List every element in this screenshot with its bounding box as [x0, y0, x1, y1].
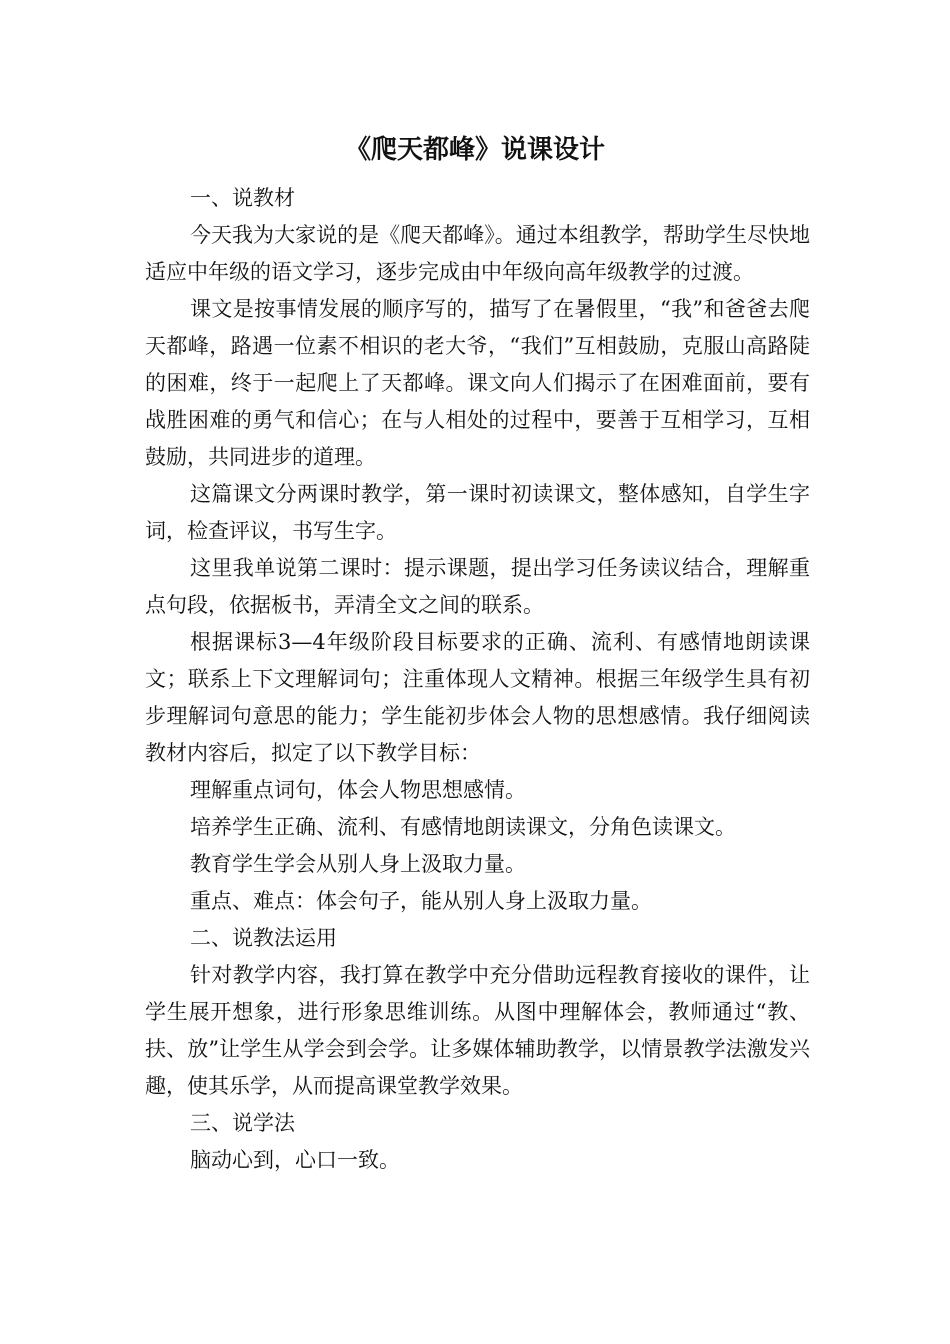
- paragraph: 根据课标3—4年级阶段目标要求的正确、流利、有感情地朗读课文；联系上下文理解词句；注重体现人文精神。根据三年级学生具有初步理解词句意思的能力；学生能初步体会人物的思想感情。我仔细阅读教材内容后，拟定了以下教学目标：: [145, 630, 810, 765]
- goal-item: 培养学生正确、流利、有感情地朗读课文，分角色读课文。: [190, 815, 736, 839]
- section-heading-3: 三、说学法: [190, 1111, 295, 1135]
- document-body: [145, 180, 810, 1179]
- paragraph: 这篇课文分两课时教学，第一课时初读课文，整体感知，自学生字词，检查评议，书写生字。: [145, 482, 810, 543]
- paragraph: 今天我为大家说的是《爬天都峰》。通过本组教学，帮助学生尽快地适应中年级的语文学习，逐步完成由中年级向高年级教学的过渡。: [145, 223, 810, 284]
- goal-item: 理解重点词句，体会人物思想感情。: [190, 778, 526, 802]
- paragraph: 这里我单说第二课时：提示课题，提出学习任务读议结合，理解重点句段，依据板书，弄清全文之间的联系。: [145, 556, 810, 617]
- paragraph: 脑动心到，心口一致。: [190, 1148, 400, 1172]
- key-points: 重点、难点：体会句子，能从别人身上汲取力量。: [190, 889, 652, 913]
- goal-item: 教育学生学会从别人身上汲取力量。: [190, 852, 526, 876]
- section-heading-1: 一、说教材: [190, 186, 295, 210]
- document-title: 《爬天都峰》说课设计: [344, 135, 605, 165]
- paragraph: 针对教学内容，我打算在教学中充分借助远程教育接收的课件，让学生展开想象，进行形象思维训练。从图中理解体会，教师通过“教、扶、放”让学生从学会到会学。让多媒体辅助教学，以情景教学法激发兴趣，使其乐学，从而提高课堂教学效果。: [145, 963, 810, 1098]
- paragraph: 课文是按事情发展的顺序写的，描写了在暑假里，“我”和爸爸去爬天都峰，路遇一位素不相识的老大爷，“我们”互相鼓励，克服山高路陡的困难，终于一起爬上了天都峰。课文向人们揭示了在困难面前，要有战胜困难的勇气和信心；在与人相处的过程中，要善于互相学习，互相鼓励，共同进步的道理。: [145, 297, 810, 469]
- section-heading-2: 二、说教法运用: [190, 926, 337, 950]
